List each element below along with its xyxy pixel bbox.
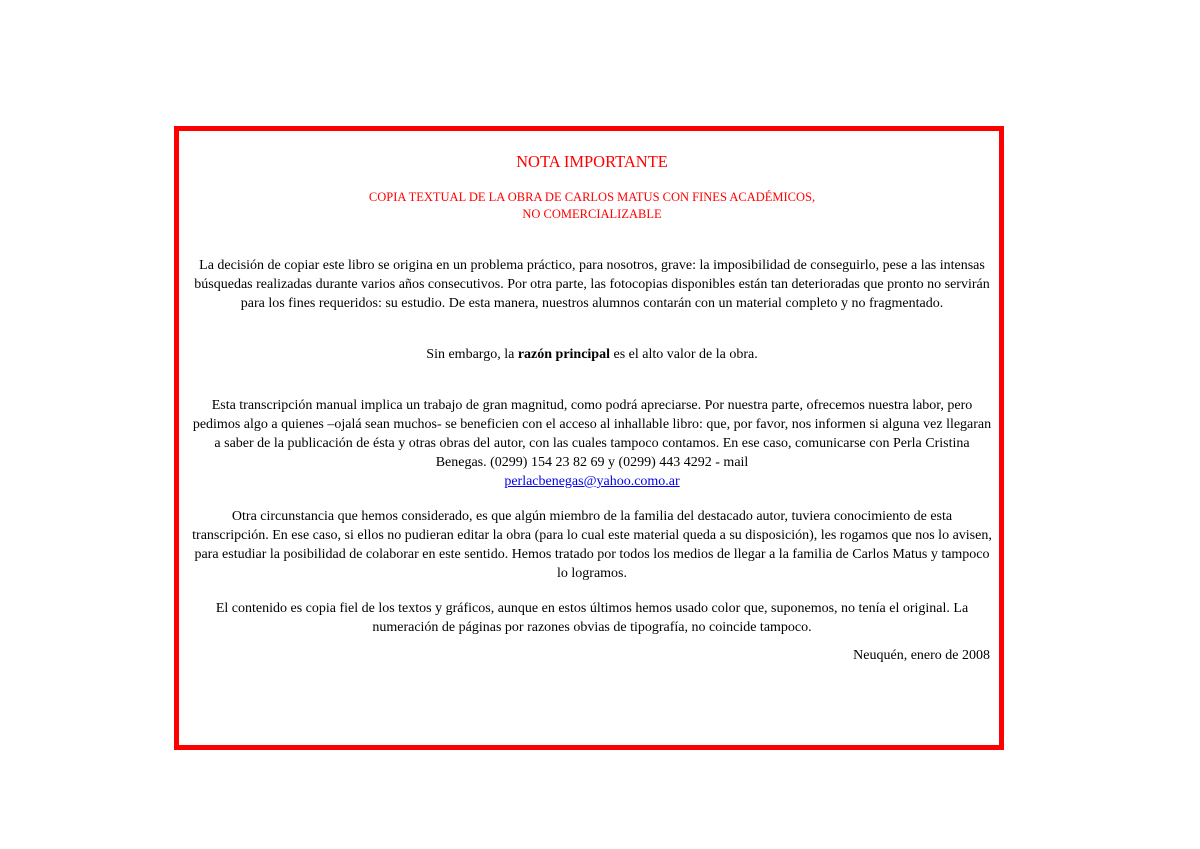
- email-link[interactable]: perlacbenegas@yahoo.como.ar: [504, 474, 680, 489]
- paragraph-decision: La decisión de copiar este libro se origina en un problema práctico, para nosotros, grave: la imposibilidad de conseguirlo, pese a las intensas búsquedas realizadas durante varios años consecutivos. Por otra parte, las fotocopias disponibles están tan deterioradas que pronto no servirán para los fines requeridos: su estudio. De esta manera, nuestros alumnos contarán con un material completo y no fragmentado.: [194, 258, 990, 311]
- subtitle-line-1: COPIA TEXTUAL DE LA OBRA DE CARLOS MATUS CON FINES ACADÉMICOS,: [368, 190, 816, 204]
- signature-date: Neuquén, enero de 2008: [853, 648, 990, 663]
- main-reason-text-before: Sin embargo, la: [426, 347, 518, 362]
- notice-subtitle: [192, 189, 992, 223]
- notice-content: [192, 152, 992, 665]
- notice-title: NOTA IMPORTANTE: [516, 152, 668, 171]
- paragraph-content-note: El contenido es copia fiel de los textos y gráficos, aunque en estos últimos hemos usado color que, suponemos, no tenía el original. La numeración de páginas por razones obvias de tipografía, no coincide tampoco.: [215, 601, 969, 635]
- transcription-text: Esta transcripción manual implica un trabajo de gran magnitud, como podrá apreciarse. Por nuestra parte, ofrecemos nuestra labor, pero pedimos algo a quienes –ojalá sean muchos- se beneficien con el acceso al inhallable libro: que, por favor, nos informen si alguna vez llegaran a saber de la publicación de ésta y otras obras del autor, con las cuales tampoco contamos. En ese caso, comunicarse con Perla Cristina Benegas. (0299) 154 23 82 69 y (0299) 443 4292 - mail: [192, 398, 992, 470]
- paragraph-main-reason: [192, 345, 992, 364]
- paragraph-transcription: [192, 396, 992, 491]
- main-reason-bold: razón principal: [517, 347, 610, 362]
- subtitle-line-2: NO COMERCIALIZABLE: [522, 207, 662, 221]
- main-reason-text-after: es el alto valor de la obra.: [609, 347, 758, 362]
- paragraph-family: Otra circunstancia que hemos considerado, es que algún miembro de la familia del destacado autor, tuviera conocimiento de esta transcripción. En ese caso, si ellos no pudieran editar la obra (para lo cual este material queda a su disposición), les rogamos que nos lo avisen, para estudiar la posibilidad de colaborar en este sentido. Hemos tratado por todos los medios de llegar a la familia de Carlos Matus y tampoco lo logramos.: [192, 509, 992, 581]
